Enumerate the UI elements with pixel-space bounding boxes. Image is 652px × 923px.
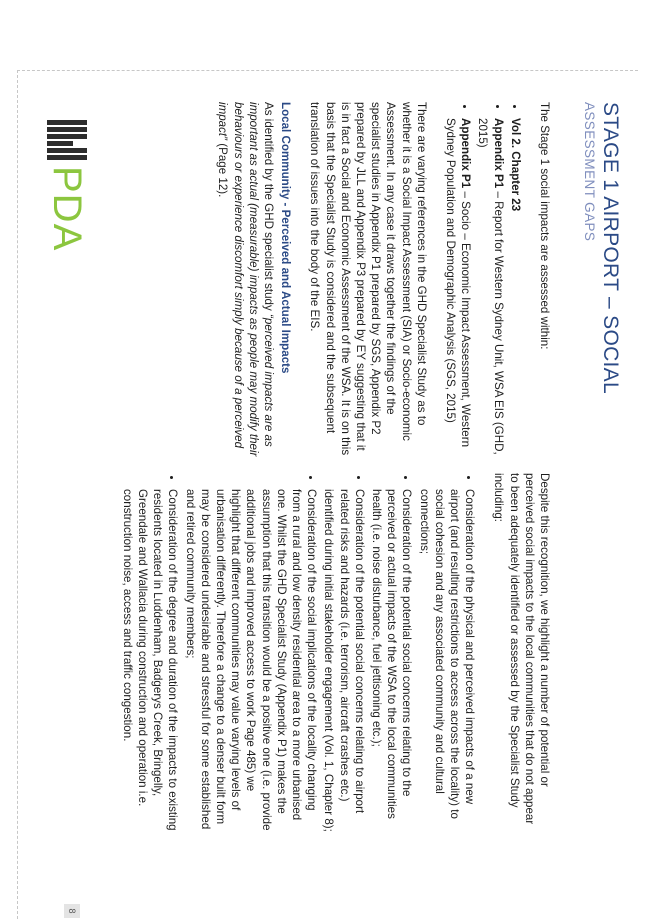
impact-list-item: • Consideration of the physical and perceived impacts of a new airport (and resulting restrictions to access across the locality) to social cohesion and any associated community and cultural connections;: [416, 489, 477, 833]
document-detail: – Socio – Economic Impact Assessment, Western Sydney Population and Demographic Analysis (SGS, 2015): [443, 118, 473, 448]
document-detail: – Report for Western Sydney Unit, WSA EIS (GHD, 2015): [476, 118, 505, 455]
left-column: [201, 102, 552, 462]
section-subheading: Local Community - Perceived and Actual Impacts: [279, 102, 293, 374]
document-list-item: [443, 118, 473, 462]
left-paragraph: There are varying references in the GHD Specialist Study as to whether it is a Social Impact Assessment (SIA) or Socio-economic Assessment. In any case it draws together the findings of the specialist studies in Appendix P1 prepared by SGS, Appendix P2 prepared by JLL and Appendix P3 prepared by EY suggesting that it is in fact a Social and Economic Assessment of the WSA. It is on this basis that the Specialist Study is considered and the subsequent translation of issues into the body of the EIS.: [308, 102, 428, 456]
page-title: STAGE 1 AIRPORT – SOCIAL: [599, 102, 622, 394]
document-list-item: [475, 118, 505, 462]
paragraph-text-end: (Page 12).: [216, 140, 230, 198]
page-subtitle: ASSESSMENT GAPS: [582, 102, 597, 242]
document-list: [443, 102, 523, 462]
document-name: Appendix P1: [491, 118, 505, 189]
page-header: [580, 102, 622, 394]
paragraph-text: As identified by the GHD specialist study: [261, 102, 275, 315]
right-column: [106, 473, 552, 833]
document-list-item: [508, 118, 523, 462]
impact-list-item: • Consideration of the potential social concerns relating to the perceived or actual impacts of the WSA to the local communities health (i.e. noise disturbance, fuel jettisoning etc.);: [369, 489, 415, 833]
hill-pda-logo: [42, 120, 92, 270]
logo-bars-icon: [47, 120, 87, 162]
right-intro: Despite this recognition, we highlight a number of potential or perceived social impacts to the local communities that do not appear to been adequately identified or assessed by the Specialist Study including:: [492, 473, 551, 825]
page-number: 8: [64, 904, 80, 918]
perceived-impacts-paragraph: [215, 102, 276, 462]
left-intro: The Stage 1 social impacts are assessed within:: [538, 102, 551, 350]
logo-text: PDA: [45, 166, 89, 252]
impact-list-item: • Consideration of the degree and duration of the impacts to existing residents located in Luddenham, Badgerys Creek, Bringelly, Greendale and Wallacia during construction and operation i.e. construction noise, access and traffic congestion.: [120, 489, 181, 833]
impact-list-item: • Consideration of the potential social concerns relating to airport related risks and hazards (i.e. terrorism, aircraft crashes etc.) identified during initial stakeholder engagement (Vol. 1, Chapter 8);: [321, 489, 367, 833]
document-name: Vol 2. Chapter 23: [508, 118, 522, 212]
quote-text: “perceived impacts are as important as actual (measurable) impacts as people may modify their behaviours or experience discomfort simply because of a perceived impact”: [216, 102, 275, 457]
document-name: Appendix P1: [459, 118, 473, 189]
impacts-list: [120, 473, 478, 833]
impact-list-item: • Consideration of the social implications of the locality changing from a rural and low density residential area to a more urbanised one. Whilst the GHD Specialist Study (Appendix P1) makes the assumption that this transition would be a positive one (i.e. provide additional jobs and improved access to work Page 485) we highlight that different communities may value varying levels of urbanisation differently. Therefore a change to a denser built form may be considered undesirable and stressful for some established and retired community members;: [182, 489, 319, 833]
